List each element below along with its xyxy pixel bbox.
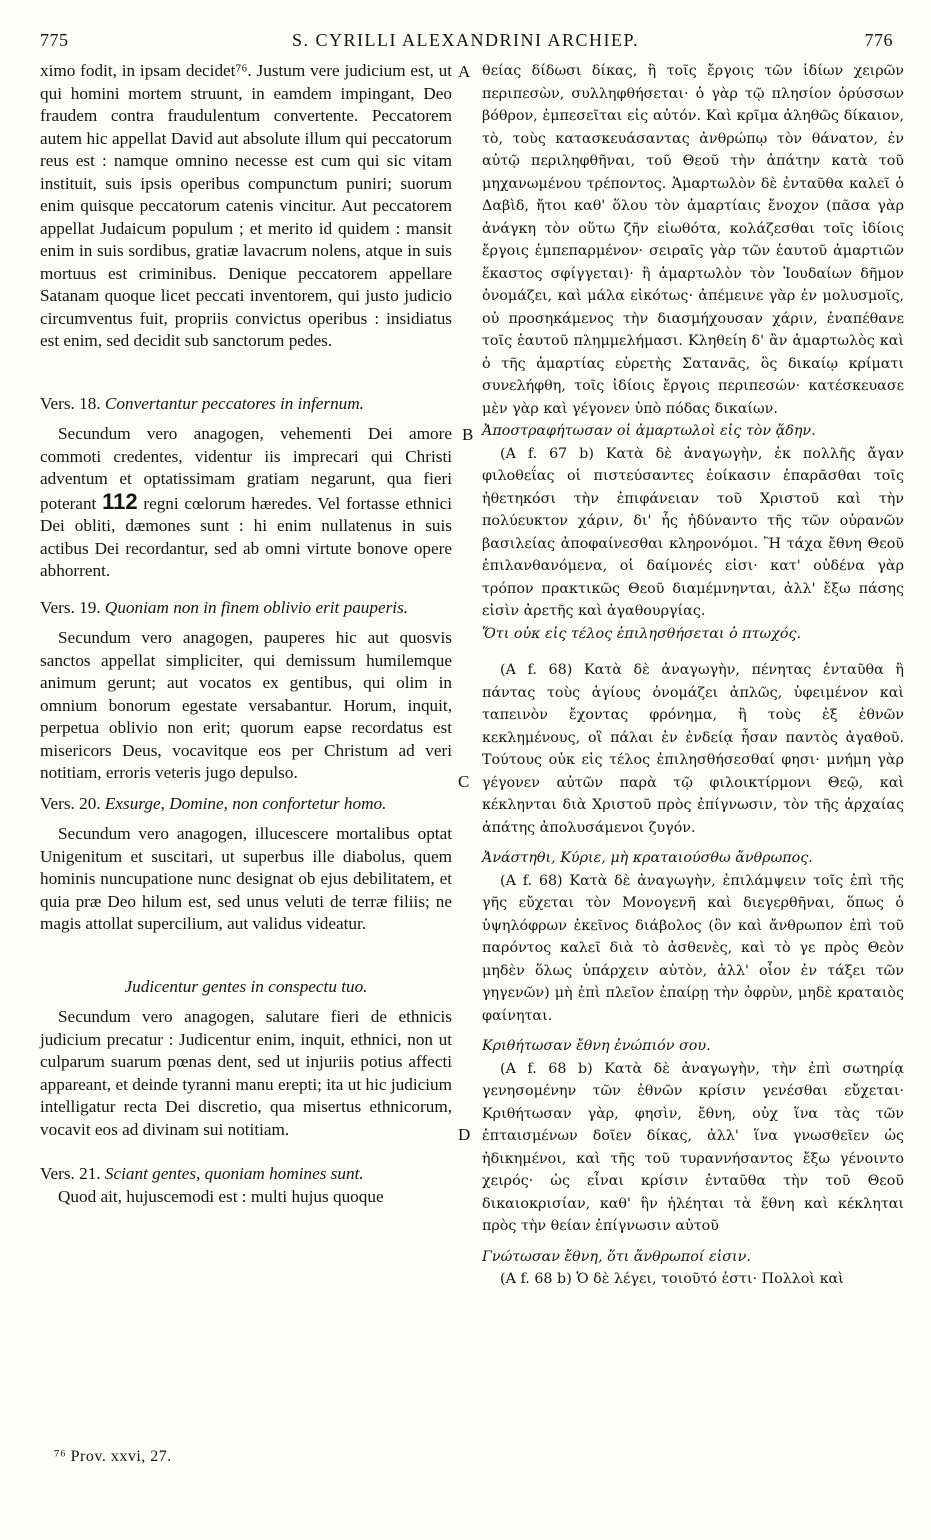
verse-number: Vers. 21. — [40, 1164, 101, 1183]
verse-heading-19 — [40, 597, 452, 620]
paragraph-text: Secundum vero anagogen, vehementi Dei amore commoti credentes, videntur iis imprecari qui Christi adventum et optatissimam gratiam negarunt, qua fieri poterant — [40, 424, 452, 513]
verse-text: Sciant gentes, quoniam homines sunt. — [104, 1164, 364, 1183]
latin-paragraph: ximo fodit, in ipsam decidet⁷⁶. Justum vere judicium est, ut qui homini mortem struunt, in eamdem impingant, Deo fraudem contra fraudulentum convertente. Peccatorem autem hic appellat David aut absolute illum qui peccatorum reus est : namque omnino necesse est cum qui sic vitam instituit, suis ipsis operibus compunctum puniri; suorum enim quisque peccatorum catenis vincitur. Aut peccatorem appellat Judaicum populum ; et merito id quidem : mansit enim in suis sordibus, gratiæ lavacrum nolens, atque in suis mortuus est criminibus. Denique peccatorem appellare Satanam quoque licet peccati inventorem, qui justo judicio circumventus fuit, propriis convictus operibus : insidiatus est enim, sed decidit sub sanctorum pedes. — [40, 61, 452, 350]
greek-paragraph: (A f. 68 b) Ὁ δὲ λέγει, τοιοῦτό ἐστι· Πολλοὶ καὶ — [500, 1271, 844, 1287]
margin-letter-c: C — [458, 772, 470, 791]
latin-column — [40, 60, 452, 1208]
latin-paragraph: Secundum vero anagogen, salutare fieri de ethnicis judicium precatur : Judicentur enim, inquit, ethnici, non ut culparum suarum pœnas dent, sed ut injuriis potius affecti appareant, et deinde tyranni manu erepti; ita ut hic judicium intelligatur recta Dei discretio, qua misertus ethnicorum, vocavit eos ad divinam sui notitiam. — [40, 1007, 452, 1139]
latin-paragraph — [40, 423, 452, 583]
greek-verse-heading-18: Ἀποστραφήτωσαν οἱ ἁμαρτωλοὶ εἰς τὸν ᾅδην. — [482, 423, 816, 439]
page-number-left: 775 — [40, 30, 69, 50]
greek-verse-heading-20: Ἀνάστηθι, Κύριε, μὴ κραταιούσθω ἄνθρωπος. — [482, 850, 813, 866]
greek-paragraph: (A f. 68) Κατὰ δὲ ἀναγωγὴν, πένητας ἐνταῦθα ἢ πάντας τοὺς ἁγίους ὀνομάζει ἁπλῶς, ὑφειμένον καὶ ταπεινὸν ἔχοντας φρόνημα, ἢ τοὺς ἐξ ἐθνῶν κεκλημένους, οἳ πάλαι ἐν ἐνδείᾳ ἦσαν παντὸς ἀγαθοῦ. Τούτους οὐκ εἰς τέλος ἐπιλησθήσεσθαί φησι· μνήμη γὰρ γέγονεν αὐτῶν παρὰ τῷ φιλοικτίρμονι Θεῷ, καὶ κέκληνται διὰ Χριστοῦ πρὸς ἐπίγνωσιν, τὸν τῆς ἀρχαίας ἀπάτης ἀπολυσάμενοι ζυγόν. — [482, 662, 904, 836]
greek-verse-heading-19: Ὅτι οὐκ εἰς τέλος ἐπιλησθήσεται ὁ πτωχός. — [482, 625, 802, 642]
verse-number: Vers. 18. — [40, 393, 101, 413]
greek-verse-heading-21: Γνώτωσαν ἔθνη, ὅτι ἄνθρωποί εἰσιν. — [482, 1248, 751, 1265]
verse-heading-20 — [40, 793, 452, 816]
paragraph-text: regni cœlorum hæredes. Vel fortasse ethnici Dei obliti, dæmones sunt : hi enim nullatenus in suis actibus Dei recordantur, sed ab omni virtute bonove opere abhorrent. — [40, 493, 453, 580]
verse-number: Vers. 20. — [40, 793, 101, 813]
verse-text: Quoniam non in finem oblivio erit pauperis. — [104, 597, 409, 617]
column-number: 112 — [102, 488, 138, 514]
greek-paragraph: (A f. 67 b) Κατὰ δὲ ἀναγωγὴν, ἐκ πολλῆς ἄγαν φιλοθεΐας οἱ πιστεύσαντες ἐοίκασιν ἐπαρᾶσθαι τοῖς ἠθετηκόσι τὴν ἐπιφάνειαν τοῦ Χριστοῦ καὶ τὴν πολύευκτον χάριν, δι' ἧς ἠδύναντο τῆς τῶν οὐρανῶν βασιλείας ἀποφαίνεσθαι κληρονόμοι. Ἢ τάχα ἔθνη Θεοῦ ἐπιλανθανόμενα, οἱ δαίμονές εἰσι· κατ' οὐδένα γὰρ τρόπον πρακτικῶς Θεοῦ διαμέμνηνται, ἀλλ' ἔξω πάσης εἰσὶν ἀρετῆς καὶ ἀγαθουργίας. — [482, 445, 904, 619]
greek-verse-heading-judicentur: Κριθήτωσαν ἔθνη ἐνώπιόν σου. — [482, 1038, 711, 1054]
verse-heading-21 — [40, 1163, 452, 1186]
greek-paragraph: θείας δίδωσι δίκας, ἢ τοῖς ἔργοις τῶν ἰδίων χειρῶν περιπεσὼν, συλληφθήσεται· ὁ γὰρ τῷ πλησίον ὀρύσσων βόθρον, ἐμπεσεῖται εἰς αὐτόν. Καὶ κρῖμα ἀληθῶς δίκαιον, τὸ, τοὺς κατασκευάσαντας ἀνθρώπῳ τὸν θάνατον, ἐν αὐτῷ περιληφθῆναι, τοῦ Θεοῦ τὴν ἀπάτην κατὰ τοῦ μηχανωμένου τρέποντος. Ἁμαρτωλὸν δὲ ἐνταῦθα καλεῖ ὁ Δαβὶδ, ἤτοι καθ' ὅλου τὸν ἁμαρτίαις ἔνοχον (πᾶσα γὰρ ἀνάγκη τὸν οὕτω ζῆν εἰωθότα, κολάζεσθαι τοῖς ἰδίοις ἔργοις ἐμπεπαρμένον· σειραῖς γὰρ τῶν ἑαυτοῦ ἁμαρτιῶν ἕκαστος σφίγγεται)· ἢ ἁμαρτωλὸν τὸν Ἰουδαίων δῆμον ὀνομάζει, καὶ μάλα εἰκότως· ἀπέμεινε γὰρ ἐν μολυσμοῖς, οὐ προσηκάμενος τὴν διασμήχουσαν χάριν, ἐναπέθανε τοῖς ἑαυτοῦ πλημμελήμασι. Κληθείη δ' ἂν ἁμαρτωλὸς καὶ ὁ τῆς ἁμαρτίας εὑρετὴς Σατανᾶς, ὃς δικαίῳ κρίματι συνελήφθη, τοῖς ἰδίοις ἔργοις περιπεσών· κατέσκευασε μὲν γὰρ καὶ γέγονεν ὑπὸ πόδας δικαίων. — [482, 63, 904, 417]
greek-paragraph: (A f. 68) Κατὰ δὲ ἀναγωγὴν, ἐπιλάμψειν τοῖς ἐπὶ τῆς γῆς εὔχεται τὸν Μονογενῆ καὶ διεγερθῆναι, ὅπως ὁ ὑψηλόφρων ἐκεῖνος διάβολος (ὃν καὶ ἄνθρωπον ἐπὶ τοῦ παρόντος καλεῖ διὰ τὸ ἀσθενὲς, καὶ τὸ γε πρὸς Θεὸν μηδὲν ὅλως ὑπάρχειν αὐτὸν, ἀλλ' οἷον ἐν τάξει τῶν γηγενῶν) μὴ ἐπὶ πλεῖον ἐπαίρῃ τὴν ὀφρὺν, μηδὲ κραταιὸς φαίνηται. — [482, 872, 904, 1024]
greek-paragraph: (A f. 68 b) Κατὰ δὲ ἀναγωγὴν, τὴν ἐπὶ σωτηρίᾳ γενησομένην τῶν ἐθνῶν κρίσιν γενέσθαι εὔχεται· Κριθήτωσαν γὰρ, φησὶν, ἔθνη, οὐχ ἵνα τὰς τῶν ἐπταισμένων δοῖεν δίκας, ἀλλ' ἵνα γνωσθεῖεν ὡς ἠδικημένοι, καὶ τῆς τοῦ τυραννήσαντος ἔξω γένοιντο χειρός· ὡς εἶναι κρίσιν ἐνταῦθα τὴν τοῦ Θεοῦ δικαιοκρισίαν, καθ' ἣν ἠλέηται τὰ ἔθνη καὶ κέκληται πρὸς τὴν θείαν ἐπίγνωσιν αὐτοῦ — [482, 1060, 904, 1234]
page-number-right: 776 — [864, 30, 893, 50]
latin-paragraph: Quod ait, hujuscemodi est : multi hujus quoque — [58, 1186, 384, 1206]
margin-letter-d: D — [458, 1125, 471, 1144]
footnote: ⁷⁶ Prov. xxvi, 27. — [54, 1448, 172, 1465]
running-title: S. CYRILLI ALEXANDRINI ARCHIEP. — [291, 30, 639, 50]
greek-column — [482, 60, 904, 1291]
verse-number: Vers. 19. — [40, 597, 101, 617]
margin-letter-b: B — [462, 425, 474, 444]
latin-paragraph: Secundum vero anagogen, illucescere mortalibus optat Unigenitum et suscitari, ut superbus ille diabolus, quem hominis nuncupatione nunc designat ob ejus debilitatem, et quia præ Deo hilum est, sed unus veluti de terræ filiis; ne magis attollat supercilium, aut validus videatur. — [40, 824, 452, 933]
verse-heading-judicentur: Judicentur gentes in conspectu tuo. — [124, 976, 368, 996]
latin-paragraph: Secundum vero anagogen, pauperes hic aut quosvis sanctos appellat simpliciter, qui demissum humilemque animum gerunt; aut vocatos ex gentibus, qui olim in omnium bonorum egestate versabantur. Horum, inquit, perpetua oblivio non erit; quorum eapse recordatus est misericors Deus, vocavitque eos per Christum ad veri notitiam, erroris veteris jugo depulso. — [40, 628, 452, 782]
verse-heading-18 — [40, 393, 452, 416]
verse-text: Convertantur peccatores in infernum. — [104, 393, 364, 413]
verse-text: Exsurge, Domine, non confortetur homo. — [104, 793, 387, 813]
margin-letter-a: A — [458, 62, 471, 81]
